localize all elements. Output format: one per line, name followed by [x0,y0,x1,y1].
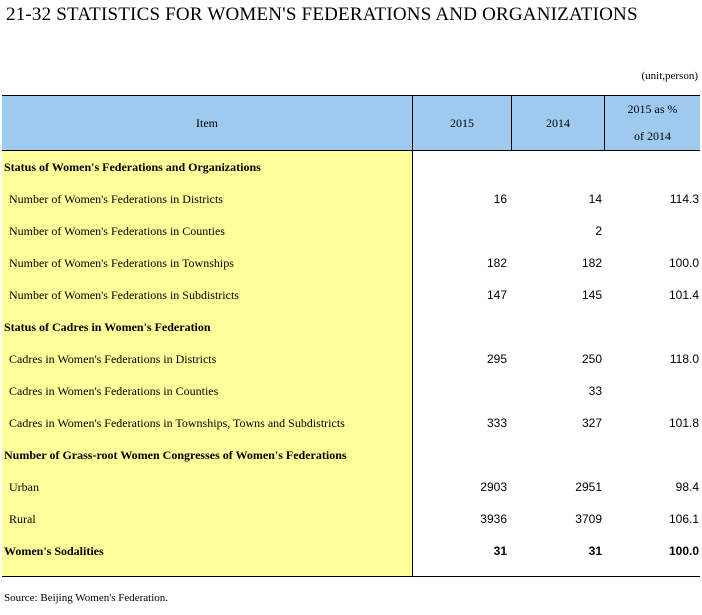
value-2014: 14 [588,192,602,206]
value-2015: 333 [486,416,507,430]
header-item: Item [2,96,413,150]
total-row [2,535,700,567]
table-row [2,247,700,279]
percent-of-2014: 101.8 [668,416,699,430]
row-label: Cadres in Women's Federations in Districts [9,352,217,366]
value-2014: 33 [588,384,602,398]
value-2014: 250 [581,352,602,366]
page-title: 21-32 STATISTICS FOR WOMEN'S FEDERATIONS AND ORGANIZATIONS [6,4,638,25]
value-2014 [512,439,602,471]
value-2014: 182 [581,256,602,270]
value-2015 [413,215,507,247]
row-label: Status of Women's Federations and Organizations [4,160,261,174]
row-label: Cadres in Women's Federations in Counties [9,384,219,398]
table-bottom-rule [2,576,700,577]
table-body [2,151,700,567]
value-2014: 2951 [575,480,602,494]
percent-of-2014 [605,311,699,343]
percent-of-2014: 106.1 [668,512,699,526]
section-row [2,311,700,343]
table-row [2,407,700,439]
value-2015 [413,151,507,183]
value-2014: 327 [581,416,602,430]
percent-of-2014 [605,215,699,247]
row-label: Women's Sodalities [4,544,104,558]
header-2014: 2014 [512,96,605,150]
row-label: Cadres in Women's Federations in Townships, Towns and Subdistricts [9,416,345,430]
value-2015 [413,311,507,343]
header-percent-line1: 2015 as % [627,102,678,116]
percent-of-2014: 118.0 [669,352,699,366]
value-2015: 16 [493,192,507,206]
percent-of-2014: 114.3 [669,192,699,206]
table-row [2,471,700,503]
value-2015: 295 [486,352,507,366]
table-header [2,95,700,151]
row-label: Number of Women's Federations in Townships [9,256,234,270]
section-row [2,439,700,471]
percent-of-2014: 98.4 [675,480,699,494]
value-2014 [512,151,602,183]
row-label: Urban [9,480,39,494]
value-2015: 3936 [480,512,507,526]
row-label: Number of Women's Federations in Districts [9,192,223,206]
percent-of-2014: 100.0 [668,256,699,270]
header-percent [605,96,700,150]
value-2014: 3709 [575,512,602,526]
value-2014 [512,311,602,343]
header-percent-line2: of 2014 [634,129,671,143]
percent-of-2014 [605,151,699,183]
source-note: Source: Beijing Women's Federation. [4,592,169,604]
value-2014: 31 [588,544,602,558]
value-2015: 2903 [480,480,507,494]
row-label: Number of Grass-root Women Congresses of Women's Federations [4,448,347,462]
table-row [2,343,700,375]
header-2015: 2015 [413,96,512,150]
table-row [2,279,700,311]
percent-of-2014 [605,439,699,471]
row-label: Status of Cadres in Women's Federation [4,320,211,334]
table-row [2,375,700,407]
section-row [2,151,700,183]
value-2014: 145 [581,288,602,302]
value-2015 [413,439,507,471]
percent-of-2014: 101.4 [668,288,699,302]
table-row [2,215,700,247]
row-label: Number of Women's Federations in Subdistricts [9,288,239,302]
row-label: Rural [9,512,36,526]
unit-note: (unit,person) [641,70,698,82]
value-2015: 31 [493,544,507,558]
value-2015 [413,375,507,407]
value-2014: 2 [595,224,602,238]
value-2015: 147 [486,288,507,302]
table-row [2,183,700,215]
row-label: Number of Women's Federations in Counties [9,224,225,238]
percent-of-2014: 100.0 [668,544,699,558]
table-row [2,503,700,535]
value-2015: 182 [486,256,507,270]
statistics-table [2,95,700,567]
percent-of-2014 [605,375,699,407]
